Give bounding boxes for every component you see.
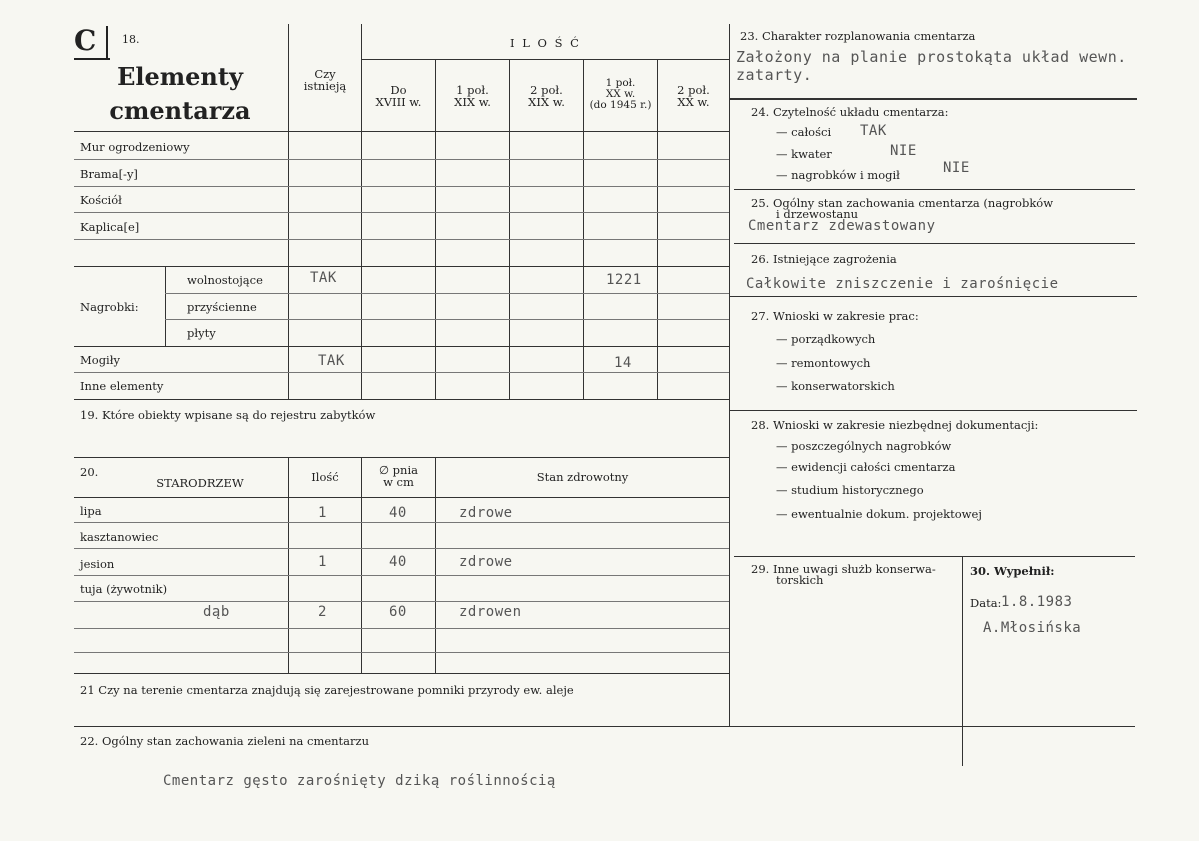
q22-answer: Cmentarz gęsto zarośnięty dziką roślinnością: [163, 773, 556, 789]
q30-date: 1.8.1983: [1001, 594, 1073, 610]
q28-item-projektowej: — ewentualnie dokum. projektowej: [776, 507, 982, 521]
q24-item-nagrobkow: — nagrobków i mogił: [776, 168, 900, 182]
tree-name-jesion: jesion: [80, 557, 115, 571]
q27-item-remontowych: — remontowych: [776, 356, 871, 370]
q24-label: 24. Czytelność układu cmentarza:: [751, 105, 949, 119]
q27-item-porzadkowych: — porządkowych: [776, 332, 876, 346]
tree-name-lipa: lipa: [80, 504, 102, 518]
card-letter: C: [74, 24, 97, 57]
mogily-exists: TAK: [318, 353, 345, 369]
tree-name-dab: dąb: [203, 604, 230, 620]
starodrzew-num: 20.: [80, 465, 99, 479]
q21-label: 21 Czy na terenie cmentarza znajdują się zarejestrowane pomniki przyrody ew. aleje: [80, 683, 574, 697]
tree-name-kasztanowiec: kasztanowiec: [80, 530, 159, 544]
q25-label-line1: 25. Ogólny stan zachowania cmentarza (nagrobków: [751, 196, 1054, 210]
q22-label: 22. Ogólny stan zachowania zieleni na cmentarzu: [80, 734, 369, 748]
row-label-kosciol: Kościół: [80, 193, 122, 207]
tree-diam-lipa: 40: [389, 505, 407, 521]
tree-diam-dab: 60: [389, 604, 407, 620]
q27-label: 27. Wnioski w zakresie prac:: [751, 309, 919, 323]
tree-qty-lipa: 1: [318, 505, 327, 521]
q24-item-calosci: — całości: [776, 125, 832, 139]
nagrobki-label: Nagrobki:: [80, 300, 139, 314]
q26-label: 26. Istniejące zagrożenia: [751, 252, 897, 266]
q30-label: 30. Wypełnił:: [970, 564, 1055, 578]
tree-state-jesion: zdrowe: [459, 554, 513, 570]
q25-answer: Cmentarz zdewastowany: [748, 218, 936, 234]
q29-label-line1: 29. Inne uwagi służb konserwa-: [751, 562, 936, 576]
period-col-3: 2 poł. XIX w.: [528, 83, 565, 109]
q24-item-kwater: — kwater: [776, 147, 832, 161]
row-label-przyscienne: przyścienne: [187, 300, 257, 314]
q30-date-label: Data:: [970, 596, 1002, 610]
q25-label-line2: i drzewostanu: [776, 207, 859, 221]
tree-name-tuja: tuja (żywotnik): [80, 582, 168, 596]
q28-label: 28. Wnioski w zakresie niezbędnej dokumentacji:: [751, 418, 1039, 432]
tree-qty-dab: 2: [318, 604, 327, 620]
row-label-wolnostojace: wolnostojące: [187, 273, 263, 287]
q19-label: 19. Które obiekty wpisane są do rejestru zabytków: [80, 408, 376, 422]
row-label-inne: Inne elementy: [80, 379, 164, 393]
period-col-1: Do XVIII w.: [375, 83, 422, 109]
q23-label: 23. Charakter rozplanowania cmentarza: [740, 29, 976, 43]
q30-name: A.Młosińska: [983, 620, 1082, 636]
q29-label-line2: torskich: [776, 573, 824, 587]
q28-item-studium: — studium historycznego: [776, 483, 924, 497]
q28-item-ewidencji: — ewidencji całości cmentarza: [776, 460, 956, 474]
q26-answer: Całkowite zniszczenie i zarośnięcie: [746, 276, 1059, 292]
wolnostojace-count: 1221: [606, 272, 642, 288]
starodrzew-header: STARODRZEW: [156, 476, 244, 490]
tree-state-dab: zdrowen: [459, 604, 522, 620]
row-label-mogily: Mogiły: [80, 353, 120, 367]
q24-value-kwater: NIE: [890, 143, 917, 159]
q28-item-nagrobkow: — poszczególnych nagrobków: [776, 439, 952, 453]
tree-state-lipa: zdrowe: [459, 505, 513, 521]
row-label-plyty: płyty: [187, 326, 216, 340]
wolnostojace-exists: TAK: [310, 270, 337, 286]
mogily-count: 14: [614, 355, 632, 371]
period-col-4: 1 poł. XX w. (do 1945 r.): [589, 77, 652, 111]
q27-item-konserwatorskich: — konserwatorskich: [776, 379, 895, 393]
ilosc-header: I L O Ś Ć: [510, 36, 581, 50]
period-col-2: 1 poł. XIX w.: [454, 83, 491, 109]
starodrzew-col-diam: ∅ pnia w cm: [379, 463, 418, 489]
q23-answer-line2: zatarty.: [736, 66, 813, 84]
q24-value-calosci: TAK: [860, 123, 887, 139]
starodrzew-col-state: Stan zdrowotny: [536, 470, 629, 484]
row-label-kaplica: Kaplica[e]: [80, 220, 140, 234]
section-number: 18.: [122, 33, 140, 46]
row-label-mur: Mur ogrodzeniowy: [80, 140, 190, 154]
starodrzew-col-qty: Ilość: [311, 470, 339, 484]
col-exists-header: Czy istnieją: [303, 67, 347, 93]
row-label-brama: Brama[-y]: [80, 167, 138, 181]
tree-diam-jesion: 40: [389, 554, 407, 570]
tree-qty-jesion: 1: [318, 554, 327, 570]
q23-answer-line1: Założony na planie prostokąta układ wewn.: [736, 48, 1127, 66]
q24-value-nagrobkow: NIE: [943, 160, 970, 176]
period-col-5: 2 poł. XX w.: [677, 83, 710, 109]
card-title-line1: Elementy: [117, 62, 243, 91]
card-title-line2: cmentarza: [109, 96, 251, 125]
